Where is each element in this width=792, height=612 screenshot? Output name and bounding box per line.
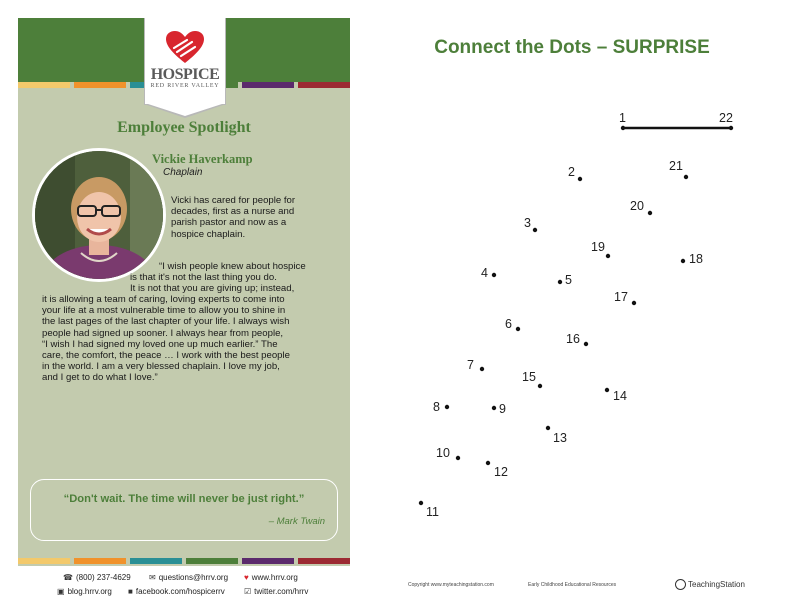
dot-19[interactable] <box>606 254 610 258</box>
bio-intro <box>171 195 295 240</box>
dot-17[interactable] <box>632 301 636 305</box>
facebook-link[interactable] <box>128 587 225 596</box>
heart-icon: ♥ <box>244 573 249 582</box>
blog-icon: ▣ <box>57 587 65 596</box>
dot-6[interactable] <box>516 327 520 331</box>
dot-label-15: 15 <box>522 370 536 384</box>
facebook-url: facebook.com/hospicerrv <box>135 587 225 596</box>
bio-line: Vicki has cared for people for <box>171 195 296 206</box>
bio-line: is that it's not the last thing you do. <box>130 272 277 283</box>
worksheet-copyright: Copyright www.myteachingstation.com <box>408 582 494 588</box>
dot-4[interactable] <box>492 273 496 277</box>
dot-label-18: 18 <box>689 252 703 266</box>
bio-line: people had signed up sooner. I always hear from people, <box>42 327 284 339</box>
dot-label-16: 16 <box>566 332 580 346</box>
stripe-segment <box>242 82 294 88</box>
blog-url: blog.hrrv.org <box>67 587 112 596</box>
bio-quote-line <box>159 261 306 272</box>
dot-label-22: 22 <box>719 111 733 125</box>
employee-name: Vickie Haverkamp <box>152 152 253 166</box>
employee-spotlight-panel <box>18 18 350 566</box>
bio-quote-body <box>42 294 290 384</box>
dot-5[interactable] <box>558 280 562 284</box>
envelope-icon: ✉ <box>149 573 156 582</box>
teachingstation-logo <box>675 579 745 590</box>
dot-label-1: 1 <box>619 111 626 125</box>
logo-subtitle: RED RIVER VALLEY <box>150 83 220 89</box>
portrait-photo <box>32 148 166 282</box>
heart-hands-icon <box>165 30 205 64</box>
stripe-segment <box>298 82 350 88</box>
stripe-segment <box>242 558 294 564</box>
stripe-segment <box>18 558 70 564</box>
dot-2[interactable] <box>578 177 582 181</box>
dot-label-5: 5 <box>565 273 572 287</box>
worksheet-title: Connect the Dots – SURPRISE <box>434 37 710 58</box>
stripe-segment <box>18 82 70 88</box>
website-url: www.hrrv.org <box>251 573 298 582</box>
dot-3[interactable] <box>533 228 537 232</box>
dot-22[interactable] <box>729 126 733 130</box>
bio-line: your life at a most vulnerable time to allow you to shine in <box>42 305 286 317</box>
teachingstation-icon <box>675 579 686 590</box>
bio-line: parish pastor and now as a <box>171 217 287 229</box>
dot-label-2: 2 <box>568 165 575 179</box>
color-stripe-bottom <box>18 558 350 564</box>
email-address: questions@hrrv.org <box>158 573 229 582</box>
bio-line: decades, first as a nurse and <box>171 206 295 218</box>
dot-16[interactable] <box>584 342 588 346</box>
bio-line: and I get to do what I love.” <box>42 372 158 384</box>
dot-label-11: 11 <box>426 505 439 519</box>
dot-label-4: 4 <box>481 266 488 280</box>
bio-line: it is allowing a team of caring, loving experts to come into <box>42 294 285 305</box>
dot-1[interactable] <box>621 126 625 130</box>
dot-18[interactable] <box>681 259 685 263</box>
stripe-segment <box>130 558 182 564</box>
stripe-segment <box>74 558 126 564</box>
connect-the-dots-canvas <box>380 90 772 530</box>
facebook-icon: ■ <box>128 587 133 596</box>
dot-label-14: 14 <box>613 389 627 403</box>
worksheet-category: Early Childhood Educational Resources <box>528 582 617 588</box>
dot-label-3: 3 <box>524 216 531 230</box>
stripe-segment <box>186 558 238 564</box>
dot-20[interactable] <box>648 211 652 215</box>
twitter-url: twitter.com/hrrv <box>254 587 309 596</box>
bio-line: care, the comfort, the peace … I work with the best people <box>42 350 290 362</box>
featured-quote-author: – Mark Twain <box>268 516 325 527</box>
dot-label-6: 6 <box>505 317 512 331</box>
dot-10[interactable] <box>456 456 460 460</box>
portrait-illustration <box>35 151 163 279</box>
hospice-logo <box>144 18 226 105</box>
dot-label-17: 17 <box>614 290 628 304</box>
bio-quote-line <box>130 272 277 283</box>
dot-label-20: 20 <box>630 199 644 213</box>
logo-wordmark: HOSPICE <box>150 66 220 83</box>
dot-14[interactable] <box>605 388 609 392</box>
bio-line: It is not that you are giving up; instead, <box>130 283 295 294</box>
dot-7[interactable] <box>480 367 484 371</box>
twitter-link[interactable] <box>244 587 308 596</box>
employee-role: Chaplain <box>163 167 203 178</box>
featured-quote-text: “Don't wait. The time will never be just right.” <box>63 493 305 505</box>
dot-label-7: 7 <box>467 358 474 372</box>
dot-13[interactable] <box>546 426 550 430</box>
featured-quote-box <box>30 479 338 541</box>
phone-icon: ☎ <box>63 573 73 582</box>
dot-label-8: 8 <box>433 400 440 414</box>
dot-label-9: 9 <box>499 402 506 416</box>
teachingstation-brand: TeachingStation <box>688 580 745 589</box>
bio-line: “I wish people knew about hospice <box>159 261 306 272</box>
blog-link[interactable] <box>57 587 112 596</box>
dot-15[interactable] <box>538 384 542 388</box>
stripe-segment <box>74 82 126 88</box>
bio-line: hospice chaplain. <box>171 228 246 240</box>
bio-quote-line <box>130 283 294 294</box>
dot-9[interactable] <box>492 406 496 410</box>
dot-21[interactable] <box>684 175 688 179</box>
twitter-icon: ☑ <box>244 587 252 596</box>
website-link[interactable] <box>244 573 298 582</box>
dot-label-10: 10 <box>436 446 450 460</box>
stripe-segment <box>298 558 350 564</box>
dot-label-21: 21 <box>669 159 683 173</box>
email-link[interactable] <box>149 573 228 582</box>
dot-11[interactable] <box>419 501 423 505</box>
dot-label-12: 12 <box>494 465 508 479</box>
dot-label-13: 13 <box>553 431 567 445</box>
dot-8[interactable] <box>445 405 449 409</box>
phone-item[interactable] <box>63 573 131 582</box>
dot-12[interactable] <box>486 461 490 465</box>
spotlight-title: Employee Spotlight <box>117 119 251 136</box>
bio-line: in the world. I am a very blessed chaplain. I love my job, <box>42 361 280 373</box>
dot-label-19: 19 <box>591 240 605 254</box>
phone-number: (800) 237-4629 <box>75 573 131 582</box>
bio-line: “I wish I had signed my loved one up much earlier.” The <box>42 338 278 350</box>
bio-line: the last pages of the last chapter of your life. I always wish <box>42 316 290 328</box>
